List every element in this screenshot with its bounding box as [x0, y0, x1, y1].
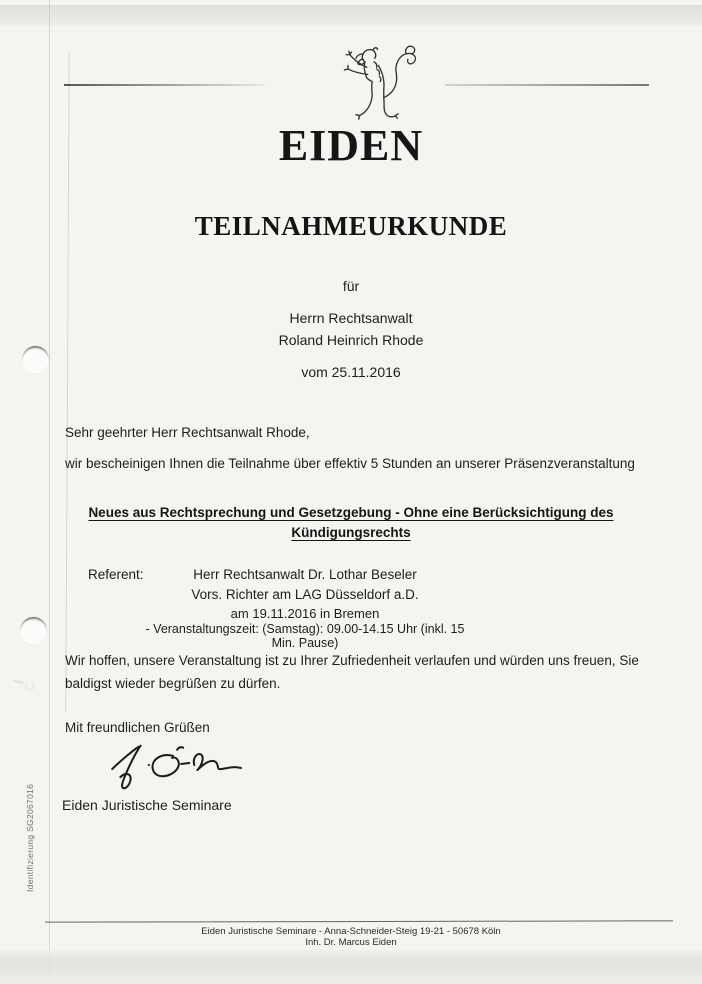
letterhead-rule-left — [64, 84, 265, 86]
regards-line: Mit freundlichen Grüßen — [65, 720, 210, 735]
seminar-title-line1: Neues aus Rechtsprechung und Gesetzgebung - Ohne eine Berücksichtigung des — [88, 505, 614, 520]
document-title: TEILNAHMEURKUNDE — [194, 211, 508, 241]
event-time: - Veranstaltungszeit: (Samstag): 09.00-14.15 Uhr (inkl. 15 Min. Pause) — [145, 622, 465, 650]
closing-paragraph-line2: baldigst wieder begrüßen zu dürfen. — [65, 676, 281, 691]
pencil-smudge — [11, 676, 39, 693]
footer-address: Eiden Juristische Seminare - Anna-Schneider-Steig 19-21 - 50678 Köln — [201, 926, 501, 937]
footer-rule — [45, 920, 673, 922]
scan-band-top — [0, 5, 702, 26]
intro-paragraph: wir bescheinigen Ihnen die Teilnahme über effektiv 5 Stunden an unserer Präsenzveranstaltung — [65, 456, 635, 471]
scan-band-bottom-edge — [0, 976, 702, 984]
certificate-date: vom 25.11.2016 — [301, 364, 401, 380]
for-label: für — [342, 278, 360, 294]
referent-label: Referent: — [88, 567, 144, 582]
event-date: am 19.11.2016 in Bremen — [230, 606, 380, 621]
lion-rampant-crest-icon — [330, 44, 425, 129]
recipient-name: Roland Heinrich Rhode — [278, 332, 424, 348]
signature-org-name: Eiden Juristische Seminare — [62, 797, 232, 813]
brand-wordmark: EIDEN — [278, 121, 424, 170]
signature-scribble-icon — [93, 742, 245, 792]
salutation: Sehr geehrter Herr Rechtsanwalt Rhode, — [65, 425, 310, 440]
seminar-title — [65, 503, 637, 542]
letterhead-rule-right — [445, 84, 649, 86]
footer-owner: Inh. Dr. Marcus Eiden — [305, 937, 397, 948]
recipient-title: Herrn Rechtsanwalt — [289, 310, 413, 326]
referent-title: Vors. Richter am LAG Düsseldorf a.D. — [191, 587, 419, 602]
scan-band-bottom — [0, 950, 702, 976]
punch-hole — [20, 617, 47, 644]
referent-name: Herr Rechtsanwalt Dr. Lothar Beseler — [193, 567, 417, 582]
edge-identification-label: Identifizierung SG2067016 — [25, 783, 35, 892]
seminar-title-line2: Kündigungsrechts — [291, 524, 411, 540]
closing-paragraph-line1: Wir hoffen, unsere Veranstaltung ist zu Ihrer Zufriedenheit verlaufen und würden uns freuen, Sie — [65, 653, 639, 668]
